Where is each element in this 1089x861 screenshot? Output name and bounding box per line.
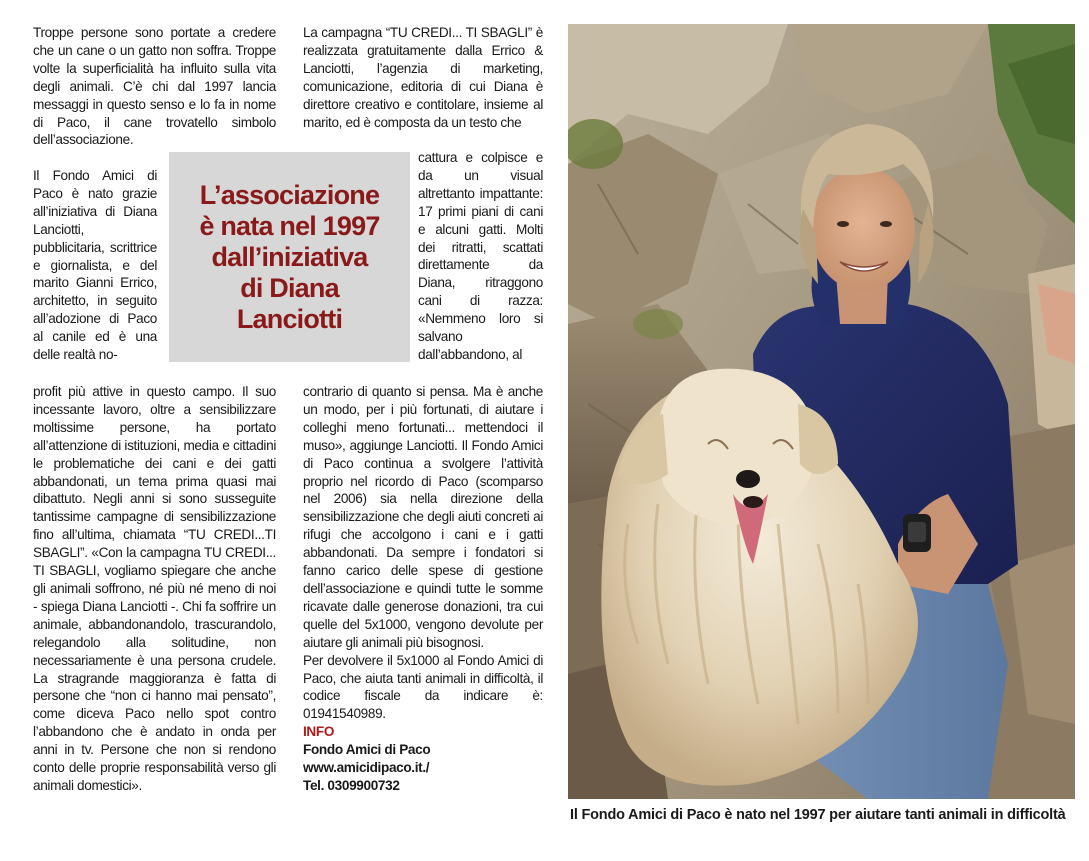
- info-website-link[interactable]: www.amicidipaco.it./: [303, 760, 430, 776]
- article-paragraph: contrario di quanto si pensa. Ma è anche un modo, per i più fortunati, di aiutare i colleghi meno fortunati... mettendoci il muso», aggiunge Lanciotti. Il Fondo Amici di Paco continua a svolgere l’attività proprio nel ricordo di Paco (scomparso nel 2006) sia nella direzione della sensibilizzazione che degli aiuti concreti ai rifugi che accolgono i cani e i gatti abbandonati. Da sempre i fondatori si fanno carico delle spese di gestione dell’associazione e quindi tutte le somme ricavate dalle generose donazioni, tra cui quelle del 5x1000, vengono devolute per aiutare gli animali più bisognosi.: [303, 384, 543, 650]
- article-photo: [568, 24, 1075, 799]
- article-paragraph: Troppe persone sono portate a credere che un cane o un gatto non soffra. Troppe volte la superficialità ha influito sulla vita degli animali. C’è chi dal 1997 lancia messaggi in questo senso e lo fa in nome di Paco, il cane trovatello simbolo dell’associazione.: [33, 25, 276, 148]
- info-organization-name: Fondo Amici di Paco: [303, 742, 431, 758]
- article-paragraph-5x1000: Per devolvere il 5x1000 al Fondo Amici di Paco, che aiuta tanti animali in difficoltà, il codice fiscale da indicare è: 01941540989.: [303, 652, 543, 722]
- article-paragraph: profit più attive in questo campo. Il suo incessante lavoro, oltre a sensibilizzare moltissime persone, ha portato all’attenzione di istituzioni, media e cittadini le problematiche dei cani e dei gatti abbandonati, un tema prima quasi mai dibattuto. Negli anni si sono susseguite tantissime campagne di sensibilizzazione fino all’ultima, chiamata “TU CREDI...TI SBAGLI”. «Con la campagna TU CREDI... TI SBAGLI, vogliamo spiegare che anche gli animali soffrono, né più né meno di noi - spiega Diana Lanciotti -. Chi fa soffrire un animale, abbandonandolo, trascurandolo, relegandolo alla solitudine, non necessariamente è una persona crudele. La stragrande maggioranza è fatta di persone che “non ci hanno mai pensato”, come diceva Paco nello spot contro l’abbandono che è andato in onda per anni in tv. Persone che non si rendono conto delle proprie responsabilità verso gli animali domestici».: [33, 384, 276, 793]
- article-column-left-top: [33, 24, 276, 149]
- info-phone: Tel. 0309900732: [303, 777, 400, 793]
- info-label: INFO: [303, 724, 335, 740]
- article-column-middle-top: [303, 24, 543, 131]
- article-paragraph: La campagna “TU CREDI... TI SBAGLI” è realizzata gratuitamente dalla Errico & Lanciotti, l’agenzia di marketing, comunicazione, editoria di cui Diana è direttore creativo e contitolare, insieme al marito, ed è composta da un testo che: [303, 25, 543, 130]
- pull-quote-box: [169, 152, 410, 362]
- article-column-left-narrow: [33, 167, 157, 364]
- article-paragraph: cattura e colpisce e da un visual altrettanto impattante: 17 primi piani di cani e alcuni gatti. Molti dei ritratti, scattati direttamente da Diana, ritraggono cani di razza: «Nemmeno loro si salvano dall’abbandono, al: [418, 150, 543, 362]
- article-column-middle-bottom: [303, 383, 543, 795]
- photo-caption: Il Fondo Amici di Paco è nato nel 1997 per aiutare tanti animali in difficoltà: [570, 807, 1066, 823]
- article-column-left-bottom: [33, 383, 276, 795]
- pull-quote-text: L’associazione è nata nel 1997 dall’iniziativa di Diana Lanciotti: [199, 179, 380, 334]
- info-block: [303, 723, 543, 795]
- article-paragraph: Il Fondo Amici di Paco è nato grazie all’iniziativa di Diana Lanciotti, pubblicitaria, scrittrice e giornalista, e del marito Gianni Errico, architetto, in seguito all’adozione di Paco al canile ed è una delle realtà no-: [33, 168, 157, 363]
- article-column-middle-narrow: [418, 149, 543, 364]
